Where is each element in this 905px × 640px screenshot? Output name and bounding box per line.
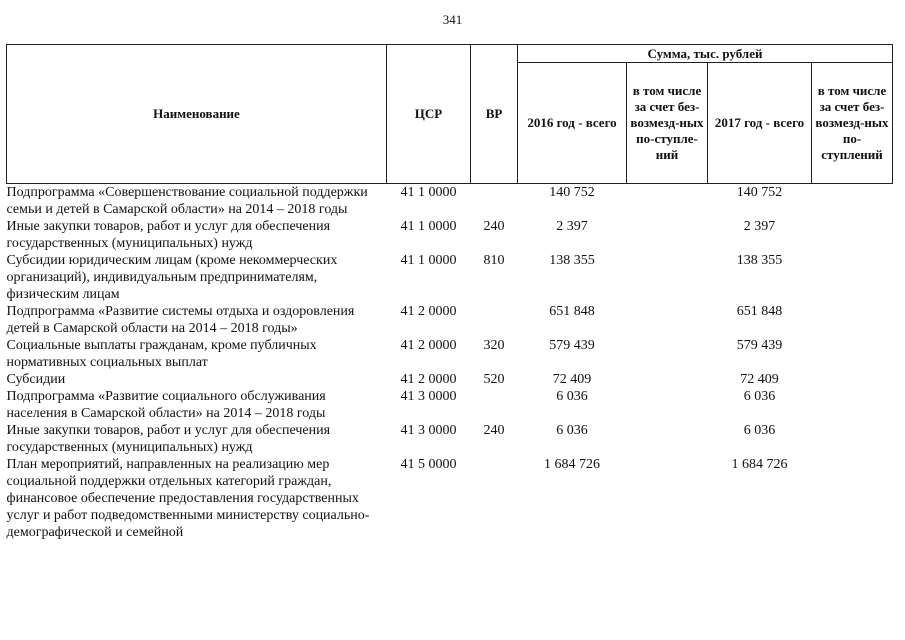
row-name: Иные закупки товаров, работ и услуг для обеспечения государственных (муниципальных) нужд	[6, 219, 331, 251]
table-row	[7, 388, 893, 422]
table-body	[7, 184, 893, 542]
row-name: Иные закупки товаров, работ и услуг для обеспечения государственных (муниципальных) нужд	[6, 423, 331, 455]
row-vr: 520	[483, 372, 505, 387]
row-2016-free	[627, 337, 708, 371]
table-row	[7, 337, 893, 371]
row-name: Субсидии	[6, 372, 66, 387]
row-csr: 41 5 0000	[400, 457, 457, 472]
table-row	[7, 218, 893, 252]
header-row-1	[7, 45, 893, 63]
row-2016-free	[627, 303, 708, 337]
row-2017-free	[812, 388, 893, 422]
row-2017-total: 140 752	[736, 185, 783, 200]
header-name: Наименование	[7, 45, 387, 184]
table-row	[7, 371, 893, 388]
row-2016-free	[627, 184, 708, 219]
row-vr: 240	[483, 219, 505, 234]
header-2016-free: в том числе за счет без-возмезд-ных по-ступле-ний	[627, 63, 708, 184]
row-vr	[471, 388, 518, 422]
header-2017-free: в том числе за счет без-возмезд-ных по-ступлений	[812, 63, 893, 184]
row-2017-free	[812, 218, 893, 252]
row-2017-free	[812, 422, 893, 456]
row-vr	[471, 184, 518, 219]
row-csr: 41 2 0000	[400, 338, 457, 353]
row-2016-total: 2 397	[556, 219, 588, 234]
table-row	[7, 456, 893, 541]
row-2016-free	[627, 252, 708, 303]
row-2016-total: 1 684 726	[544, 457, 600, 472]
row-2017-total: 138 355	[736, 253, 783, 268]
row-2017-total: 651 848	[736, 304, 783, 319]
row-2017-total: 72 409	[740, 372, 779, 387]
row-2016-free	[627, 371, 708, 388]
header-2016-total: 2016 год - всего	[518, 63, 627, 184]
row-2016-free	[627, 218, 708, 252]
row-csr: 41 3 0000	[400, 423, 457, 438]
row-vr: 320	[483, 338, 505, 353]
row-2016-total: 140 752	[549, 185, 595, 200]
row-name: Субсидии юридическим лицам (кроме некоммерческих организаций), индивидуальным предпринимателям, физическим лицам	[6, 253, 338, 302]
row-name: Подпрограмма «Развитие социального обслуживания населения в Самарской области» на 2014 – 2018 годы	[6, 389, 326, 421]
row-2016-total: 651 848	[549, 304, 595, 319]
table-row	[7, 422, 893, 456]
row-2016-total: 72 409	[552, 372, 592, 387]
row-csr: 41 2 0000	[400, 304, 457, 319]
row-2017-total: 2 397	[743, 219, 776, 234]
row-2017-free	[812, 337, 893, 371]
row-2016-total: 138 355	[549, 253, 595, 268]
row-2016-free	[627, 422, 708, 456]
header-csr: ЦСР	[387, 45, 471, 184]
row-2017-total: 1 684 726	[731, 457, 788, 472]
row-2016-total: 6 036	[556, 389, 588, 404]
row-csr: 41 2 0000	[400, 372, 457, 387]
row-csr: 41 1 0000	[400, 185, 457, 200]
row-csr: 41 1 0000	[400, 253, 457, 268]
row-2017-total: 579 439	[736, 338, 783, 353]
row-2016-total: 6 036	[556, 423, 588, 438]
row-vr: 240	[483, 423, 505, 438]
table-row	[7, 303, 893, 337]
row-name: Социальные выплаты гражданам, кроме публичных нормативных социальных выплат	[6, 338, 317, 370]
row-name: Подпрограмма «Совершенствование социальной поддержки семьи и детей в Самарской области» на 2014 – 2018 годы	[6, 185, 368, 217]
row-name: План мероприятий, направленных на реализацию мер социальной поддержки отдельных категорий граждан, финансовое обеспечение предоставления государственных услуг и работ подведомственными министерству социально-демографической и семейной	[6, 457, 370, 540]
row-vr	[471, 303, 518, 337]
page-number: 341	[442, 12, 463, 27]
row-2016-total: 579 439	[549, 338, 595, 353]
row-2017-free	[812, 371, 893, 388]
row-csr: 41 1 0000	[400, 219, 457, 234]
row-2016-free	[627, 388, 708, 422]
row-vr: 810	[483, 253, 505, 268]
row-vr	[471, 456, 518, 541]
row-2017-free	[812, 303, 893, 337]
header-sum-group: Сумма, тыс. рублей	[518, 45, 893, 63]
row-2017-free	[812, 252, 893, 303]
budget-table	[6, 44, 893, 541]
row-2017-total: 6 036	[743, 389, 776, 404]
row-2017-free	[812, 456, 893, 541]
row-name: Подпрограмма «Развитие системы отдыха и оздоровления детей в Самарской области на 2014 – 2018 годы»	[6, 304, 355, 336]
row-2016-free	[627, 456, 708, 541]
row-csr: 41 3 0000	[400, 389, 457, 404]
row-2017-free	[812, 184, 893, 219]
table-row	[7, 184, 893, 219]
row-2017-total: 6 036	[743, 423, 776, 438]
header-vr: ВР	[471, 45, 518, 184]
header-2017-total: 2017 год - всего	[708, 63, 812, 184]
table-row	[7, 252, 893, 303]
